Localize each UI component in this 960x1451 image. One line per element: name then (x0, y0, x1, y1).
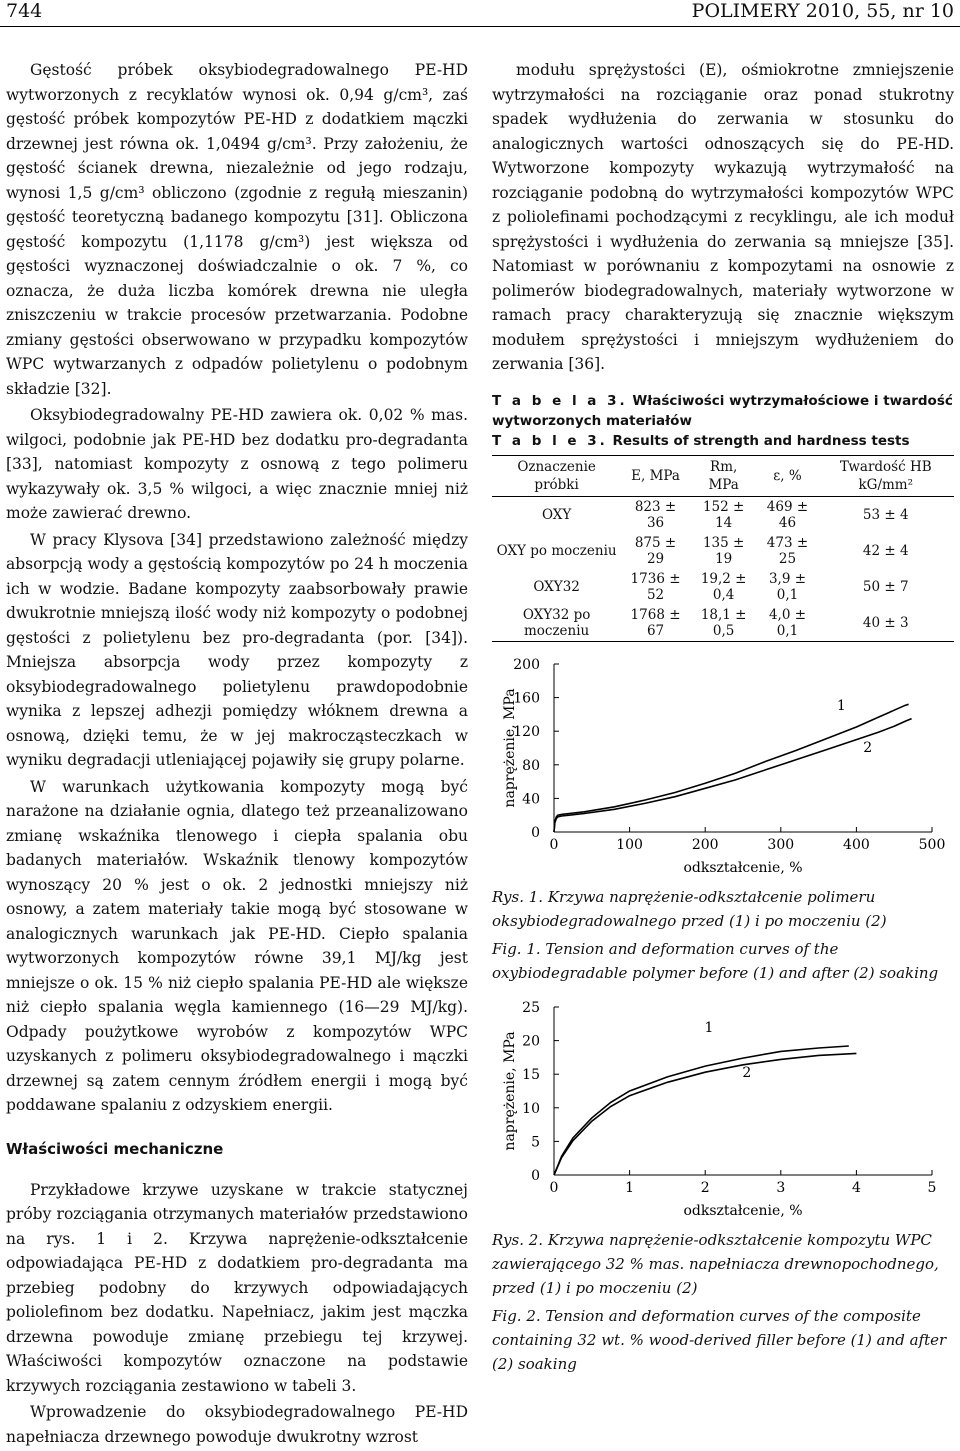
paragraph-fire: W warunkach użytkowania kompozyty mogą być narażone na działanie ognia, dlatego też przeanalizowano zmianę wskaźnika tlenowego i ciepła spalania obu badanych materiałów. Wskaźnik tlenowy kompozytów wynoszący 20 % jest o ok. 2 jednostki mniejszy niż osnowy, a zatem materiały takie mogą być stosowane w analogicznych warunkach jak PE-HD. Ciepło spalania wytworzonych kompozytów równe 39,1 MJ/kg jest mniejsze o ok. 15 % niż ciepło spalania PE-HD ale większe niż ciepło spalania węgla kamiennego (16—29 MJ/kg). Odpady poużytkowe wyrobów z kompozytów WPC uzyskanych z polimeru oksybiodegradowalnego i mączki drzewnej są zatem cennym źródłem energii i mogą być poddawane spalaniu z odzyskiem energii. (6, 777, 468, 1114)
table-header-cell: Oznaczenie próbki (492, 455, 621, 496)
table-cell: 1768 ± 67 (621, 605, 690, 642)
table-cell: 875 ± 29 (634, 534, 677, 567)
table-cell: 42 ± 4 (862, 542, 909, 559)
journal-reference: POLIMERY 2010, 55, nr 10 (691, 0, 954, 22)
table-cell: 4,0 ± 0,1 (757, 605, 817, 642)
paragraph-moisture: Oksybiodegradowalny PE-HD zawiera ok. 0,02 % mas. wilgoci, podobnie jak PE-HD bez dodatku pro-degradanta [33], natomiast kompozyty z osnową z tego polimeru wykazywały ok. 3,5 % wilgoci, a więc znacznie mniej niż może zawierać drewno. (6, 406, 468, 522)
x-tick-label: 2 (700, 1179, 710, 1196)
y-tick-label: 120 (513, 723, 540, 740)
x-tick-label: 300 (767, 836, 795, 853)
series-label-1: 1 (836, 697, 846, 714)
right-column (492, 58, 954, 1376)
table-cell: 19,2 ± 0,4 (700, 570, 747, 603)
table-cell: 53 ± 4 (862, 506, 909, 523)
table-caption (492, 391, 954, 451)
y-tick-label: 160 (513, 690, 540, 707)
figure-2-chart (492, 995, 954, 1220)
table-cell: 1736 ± 52 (630, 570, 681, 603)
figure-2 (492, 995, 954, 1224)
table-caption-pl: Właściwości wytrzymałościowe i twardość wytworzonych materiałów (492, 392, 953, 429)
y-axis-label: naprężenie, MPa (502, 687, 518, 808)
table-cell: OXY32 po moczeniu (492, 605, 621, 642)
series-line-1 (554, 1046, 849, 1175)
left-column (6, 58, 468, 1451)
y-tick-label: 0 (531, 824, 540, 841)
series-label-2: 2 (863, 739, 873, 756)
y-tick-label: 0 (531, 1167, 540, 1184)
x-tick-label: 400 (843, 836, 870, 853)
x-tick-label: 500 (918, 836, 946, 853)
table-header-cell: E, MPa (621, 455, 690, 496)
y-tick-label: 15 (522, 1066, 540, 1083)
x-tick-label: 3 (776, 1179, 786, 1196)
series-line-1 (554, 704, 909, 832)
x-tick-label: 100 (616, 836, 643, 853)
paragraph-water-absorption: W pracy Klysova [34] przedstawiono zależność między absorpcją wody a gęstością kompozytów po 24 h moczenia ich w wodzie. Badane kompozyty zaabsorbowały prawie dwukrotnie mniejszą ilość wody niż kompozyty o podobnej gęstości z polietylenu bez pro-degradanta (por. [34]). Mniejsza absorpcja wody przez kompozyty z oksybiodegradowalnego polietylenu prawdopodobnie wynika z lepszej adhezji pomiędzy włóknem drewna a osnową, dzięki temu, że w jej makrocząsteczkach w wyniku degradacji utleniającej pojawiły się grupy polarne. (6, 530, 468, 769)
figure-1-chart (492, 652, 954, 877)
figure-2-caption-en: Fig. 2. Tension and deformation curves of the composite containing 32 wt. % wood-derived filler before (1) and after (2) soaking (492, 1306, 947, 1373)
series-label-1: 1 (704, 1019, 714, 1036)
table-cell: 50 ± 7 (862, 578, 909, 595)
table-cell: 823 ± 36 (634, 498, 677, 531)
table-cell: 3,9 ± 0,1 (768, 570, 807, 603)
x-tick-label: 4 (851, 1179, 861, 1196)
x-tick-label: 0 (549, 836, 559, 853)
x-tick-label: 1 (625, 1179, 635, 1196)
table-row (492, 496, 954, 533)
paragraph-density: Gęstość próbek oksybiodegradowalnego PE-HD wytworzonych z recyklatów wynosi ok. 0,94 g/cm³, zaś gęstość próbek kompozytów PE-HD z dodatkiem mączki drzewnej jest równa ok. 1,0494 g/cm³. Przy założeniu, że gęstość ścianek drewna, niezależnie od jego rodzaju, wynosi 1,5 g/cm³ obliczono (zgodnie z regułą mieszanin) gęstość teoretyczną badanego kompozytu [31]. Obliczona gęstość kompozytu (1,1178 g/cm³) jest większa od gęstości wyznaczonej doświadczalnie o ok. 7 %, co oznacza, że duża liczba komórek drewna nie uległa zniszczeniu w trakcie procesów przetwarzania. Podobne zmiany gęstości obserwowano w przypadku kompozytów WPC wytwarzanych z odpadów polietylenu o podobnym składzie [32]. (6, 61, 468, 398)
table-row (492, 569, 954, 605)
figure-1 (492, 652, 954, 881)
y-axis-label: naprężenie, MPa (502, 1030, 518, 1151)
y-tick-label: 80 (522, 757, 540, 774)
table-cell: OXY (541, 506, 572, 523)
y-tick-label: 5 (531, 1133, 540, 1150)
figure-1-caption-pl: Rys. 1. Krzywa naprężenie-odkształcenie polimeru oksybiodegradowalnego przed (1) i po moczeniu (2) (492, 887, 887, 930)
table-cell: 469 ± 46 (766, 498, 809, 531)
page-number: 744 (6, 0, 43, 22)
y-tick-label: 40 (522, 790, 540, 807)
table-cell: 473 ± 25 (766, 534, 809, 567)
figure-1-caption-en: Fig. 1. Tension and deformation curves of the oxybiodegradable polymer before (1) and after (2) soaking (492, 939, 939, 982)
x-tick-label: 200 (691, 836, 719, 853)
paragraph-introduction: Wprowadzenie do oksybiodegradowalnego PE-HD napełniacza drzewnego powoduje dwukrotny wzrost (6, 1403, 468, 1446)
section-title: Właściwości mechaniczne (6, 1139, 224, 1158)
y-tick-label: 25 (522, 999, 540, 1016)
figure-2-caption-pl: Rys. 2. Krzywa naprężenie-odkształcenie kompozytu WPC zawierającego 32 % mas. napełniacza drewnopochodnego, przed (1) i po moczeniu (2) (492, 1230, 939, 1297)
x-tick-label: 0 (549, 1179, 559, 1196)
table-header-cell: Rm, MPa (690, 455, 758, 496)
series-line-2 (554, 1053, 856, 1175)
table-caption-en: Results of strength and hardness tests (612, 432, 910, 449)
table-header-cell: Twardość HB kG/mm² (818, 455, 955, 496)
table-row (492, 533, 954, 569)
y-tick-label: 10 (522, 1100, 540, 1117)
paragraph-tensile: Przykładowe krzywe uzyskane w trakcie statycznej próby rozciągania otrzymanych materiałów przedstawiono na rys. 1 i 2. Krzywa naprężenie-odkształcenie odpowiadająca PE-HD z dodatkiem pro-degradanta ma przebieg podobny do krzywych odpowiadających poliolefinom bez dodatku. Napełniacz, jakim jest mączka drzewna powoduje zmianę przebiegu tej krzywej. Właściwości kompozytów oznaczone na podstawie krzywych rozciągania zestawiono w tabeli 3. (6, 1180, 468, 1395)
table-cell: 40 ± 3 (818, 605, 955, 642)
results-table (492, 455, 954, 642)
table-header-row (492, 455, 954, 496)
table-cell: OXY32 (533, 578, 580, 595)
table-label-en: T a b l e 3. (492, 432, 608, 449)
table-cell: 135 ± 19 (702, 534, 745, 567)
table-label-pl: T a b e l a 3. (492, 392, 628, 409)
table-header-cell: ε, % (757, 455, 817, 496)
table-cell: 152 ± 14 (702, 498, 745, 531)
y-tick-label: 200 (513, 656, 540, 673)
table-cell: OXY po moczeniu (496, 542, 617, 559)
x-axis-label: odkształcenie, % (683, 1202, 803, 1219)
table-cell: 18,1 ± 0,5 (690, 605, 758, 642)
paragraph-modulus: modułu sprężystości (E), ośmiokrotne zmniejszenie wytrzymałości na rozciąganie oraz ponad stukrotny spadek wydłużenia do zerwania w stosunku do analogicznych wartości odnoszących się do PE-HD. Wytworzone kompozyty wykazują wytrzymałość na rozciąganie podobną do wytrzymałości kompozytów WPC z poliolefinami pochodzącymi z recyklingu, ale ich moduł sprężystości i wydłużenia do zerwania są mniejsze [35]. Natomiast w porównaniu z kompozytami na osnowie z polimerów biodegradowalnych, materiały wytworzone w ramach pracy charakteryzują się znacznie większym modułem sprężystości i mniejszym wydłużeniem do zerwania [36]. (492, 61, 954, 373)
x-axis-label: odkształcenie, % (683, 859, 803, 876)
series-line-2 (554, 718, 912, 831)
x-tick-label: 5 (927, 1179, 937, 1196)
y-tick-label: 20 (522, 1033, 540, 1050)
series-label-2: 2 (742, 1064, 752, 1081)
table-row (492, 605, 954, 642)
page-header (0, 0, 960, 27)
